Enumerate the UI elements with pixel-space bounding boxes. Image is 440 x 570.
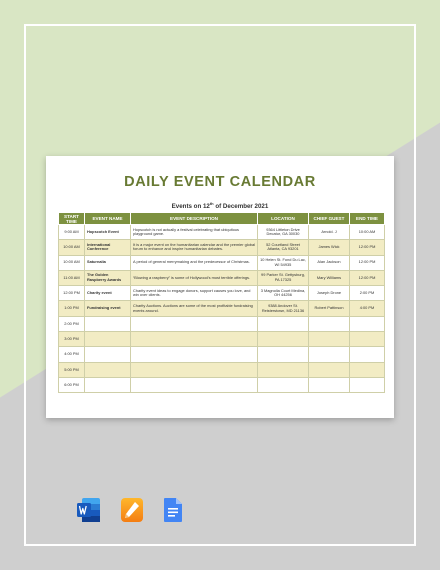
cell-event-description: A period of general merrymaking and the predecessor of Christmas.: [131, 255, 258, 270]
cell-start-time: 5:00 PM: [59, 362, 85, 377]
cell-location: [258, 332, 309, 347]
header-chief-guest: CHIEF GUEST: [309, 213, 350, 225]
cell-chief-guest: [309, 316, 350, 331]
table-row: [59, 347, 385, 362]
cell-end-time: [350, 347, 385, 362]
cell-event-name: Fundraising event: [85, 301, 131, 316]
event-table: [58, 212, 385, 393]
cell-start-time: 12:00 PM: [59, 286, 85, 301]
table-row: [59, 270, 385, 285]
table-row: [59, 301, 385, 316]
cell-event-description: Hopscotch is not actually a festival celebrating that ubiquitous playground game.: [131, 225, 258, 240]
cell-end-time: 12:00 PM: [350, 270, 385, 285]
cell-event-description: [131, 362, 258, 377]
table-row: [59, 240, 385, 255]
cell-location: [258, 316, 309, 331]
cell-chief-guest: [309, 362, 350, 377]
format-icons: [0, 497, 440, 523]
cell-location: [258, 347, 309, 362]
cell-location: 99 Parker St. Gettysburg, PA 17325: [258, 270, 309, 285]
cell-chief-guest: Robert Pattinson: [309, 301, 350, 316]
cell-start-time: 4:00 PM: [59, 347, 85, 362]
cell-start-time: 10:00 AM: [59, 255, 85, 270]
cell-start-time: 3:00 PM: [59, 332, 85, 347]
header-event-name: EVENT NAME: [85, 213, 131, 225]
table-header-row: [59, 213, 385, 225]
cell-chief-guest: Mary Williams: [309, 270, 350, 285]
cell-location: 9388 Andover St. Reisterstown, MD 21136: [258, 301, 309, 316]
table-row: [59, 332, 385, 347]
cell-event-name: [85, 377, 131, 392]
cell-chief-guest: James Wick: [309, 240, 350, 255]
cell-event-name: Hopscotch Event: [85, 225, 131, 240]
cell-event-description: Charity event ideas to engage donors, support causes you love, and win over clients.: [131, 286, 258, 301]
header-event-description: EVENT DESCRIPTION: [131, 213, 258, 225]
cell-end-time: 12:00 PM: [350, 255, 385, 270]
document-title: DAILY EVENT CALENDAR: [124, 174, 316, 190]
cell-event-name: The Golden Raspberry Awards: [85, 270, 131, 285]
cell-start-time: 6:00 PM: [59, 377, 85, 392]
word-icon[interactable]: [76, 497, 102, 523]
cell-end-time: 12:00 PM: [350, 240, 385, 255]
cell-event-description: “Blowing a raspberry” is some of Hollywood’s most terrible offerings.: [131, 270, 258, 285]
cell-event-description: It is a major event on the humanitarian calendar and the premier global forum to enhance and inspire humanitarian debates.: [131, 240, 258, 255]
table-row: [59, 316, 385, 331]
cell-end-time: [350, 377, 385, 392]
cell-start-time: 1:00 PM: [59, 301, 85, 316]
cell-start-time: 2:00 PM: [59, 316, 85, 331]
subtitle-prefix: Events on 12: [171, 203, 210, 211]
cell-end-time: [350, 316, 385, 331]
document-subtitle: [46, 201, 394, 210]
cell-location: [258, 377, 309, 392]
google-docs-icon[interactable]: [160, 497, 186, 523]
cell-event-name: [85, 347, 131, 362]
cell-event-description: [131, 316, 258, 331]
cell-start-time: 11:00 AM: [59, 270, 85, 285]
cell-chief-guest: Joseph Drone: [309, 286, 350, 301]
header-start-time: START TIME: [59, 213, 85, 225]
table-row: [59, 286, 385, 301]
subtitle-ordinal: th: [209, 201, 214, 206]
cell-start-time: 9:00 AM: [59, 225, 85, 240]
header-location: LOCATION: [258, 213, 309, 225]
cell-event-name: [85, 362, 131, 377]
cell-chief-guest: [309, 332, 350, 347]
subtitle-suffix: of December 2021: [213, 203, 269, 211]
cell-end-time: [350, 362, 385, 377]
cell-chief-guest: [309, 347, 350, 362]
cell-end-time: 4:00 PM: [350, 301, 385, 316]
cell-end-time: [350, 332, 385, 347]
cell-chief-guest: Arnold. J: [309, 225, 350, 240]
cell-event-name: International Conference: [85, 240, 131, 255]
cell-event-name: Charity event: [85, 286, 131, 301]
cell-location: [258, 362, 309, 377]
table-row: [59, 362, 385, 377]
cell-event-name: Saturnalia: [85, 255, 131, 270]
cell-event-name: [85, 316, 131, 331]
table-row: [59, 377, 385, 392]
document-preview: [46, 156, 394, 418]
cell-end-time: 2:00 PM: [350, 286, 385, 301]
cell-location: 3 Magnolia Court Medina, OH 44256: [258, 286, 309, 301]
table-row: [59, 225, 385, 240]
header-end-time: END TIME: [350, 213, 385, 225]
cell-chief-guest: [309, 377, 350, 392]
table-row: [59, 255, 385, 270]
cell-location: 9364 Littleton Drive Decatur, GA 30030: [258, 225, 309, 240]
cell-start-time: 10:00 AM: [59, 240, 85, 255]
cell-end-time: 10:00 AM: [350, 225, 385, 240]
cell-event-description: [131, 347, 258, 362]
cell-chief-guest: Alan Jackson: [309, 255, 350, 270]
cell-event-description: [131, 332, 258, 347]
cell-event-description: Charity Auctions. Auctions are some of the most profitable fundraising events around.: [131, 301, 258, 316]
cell-location: 52 Courtland Street Atlanta, CA 93201: [258, 240, 309, 255]
cell-event-name: [85, 332, 131, 347]
cell-event-description: [131, 377, 258, 392]
cell-location: 10 Helen St. Fond Du Lac, WI 54935: [258, 255, 309, 270]
pages-icon[interactable]: [119, 497, 145, 523]
